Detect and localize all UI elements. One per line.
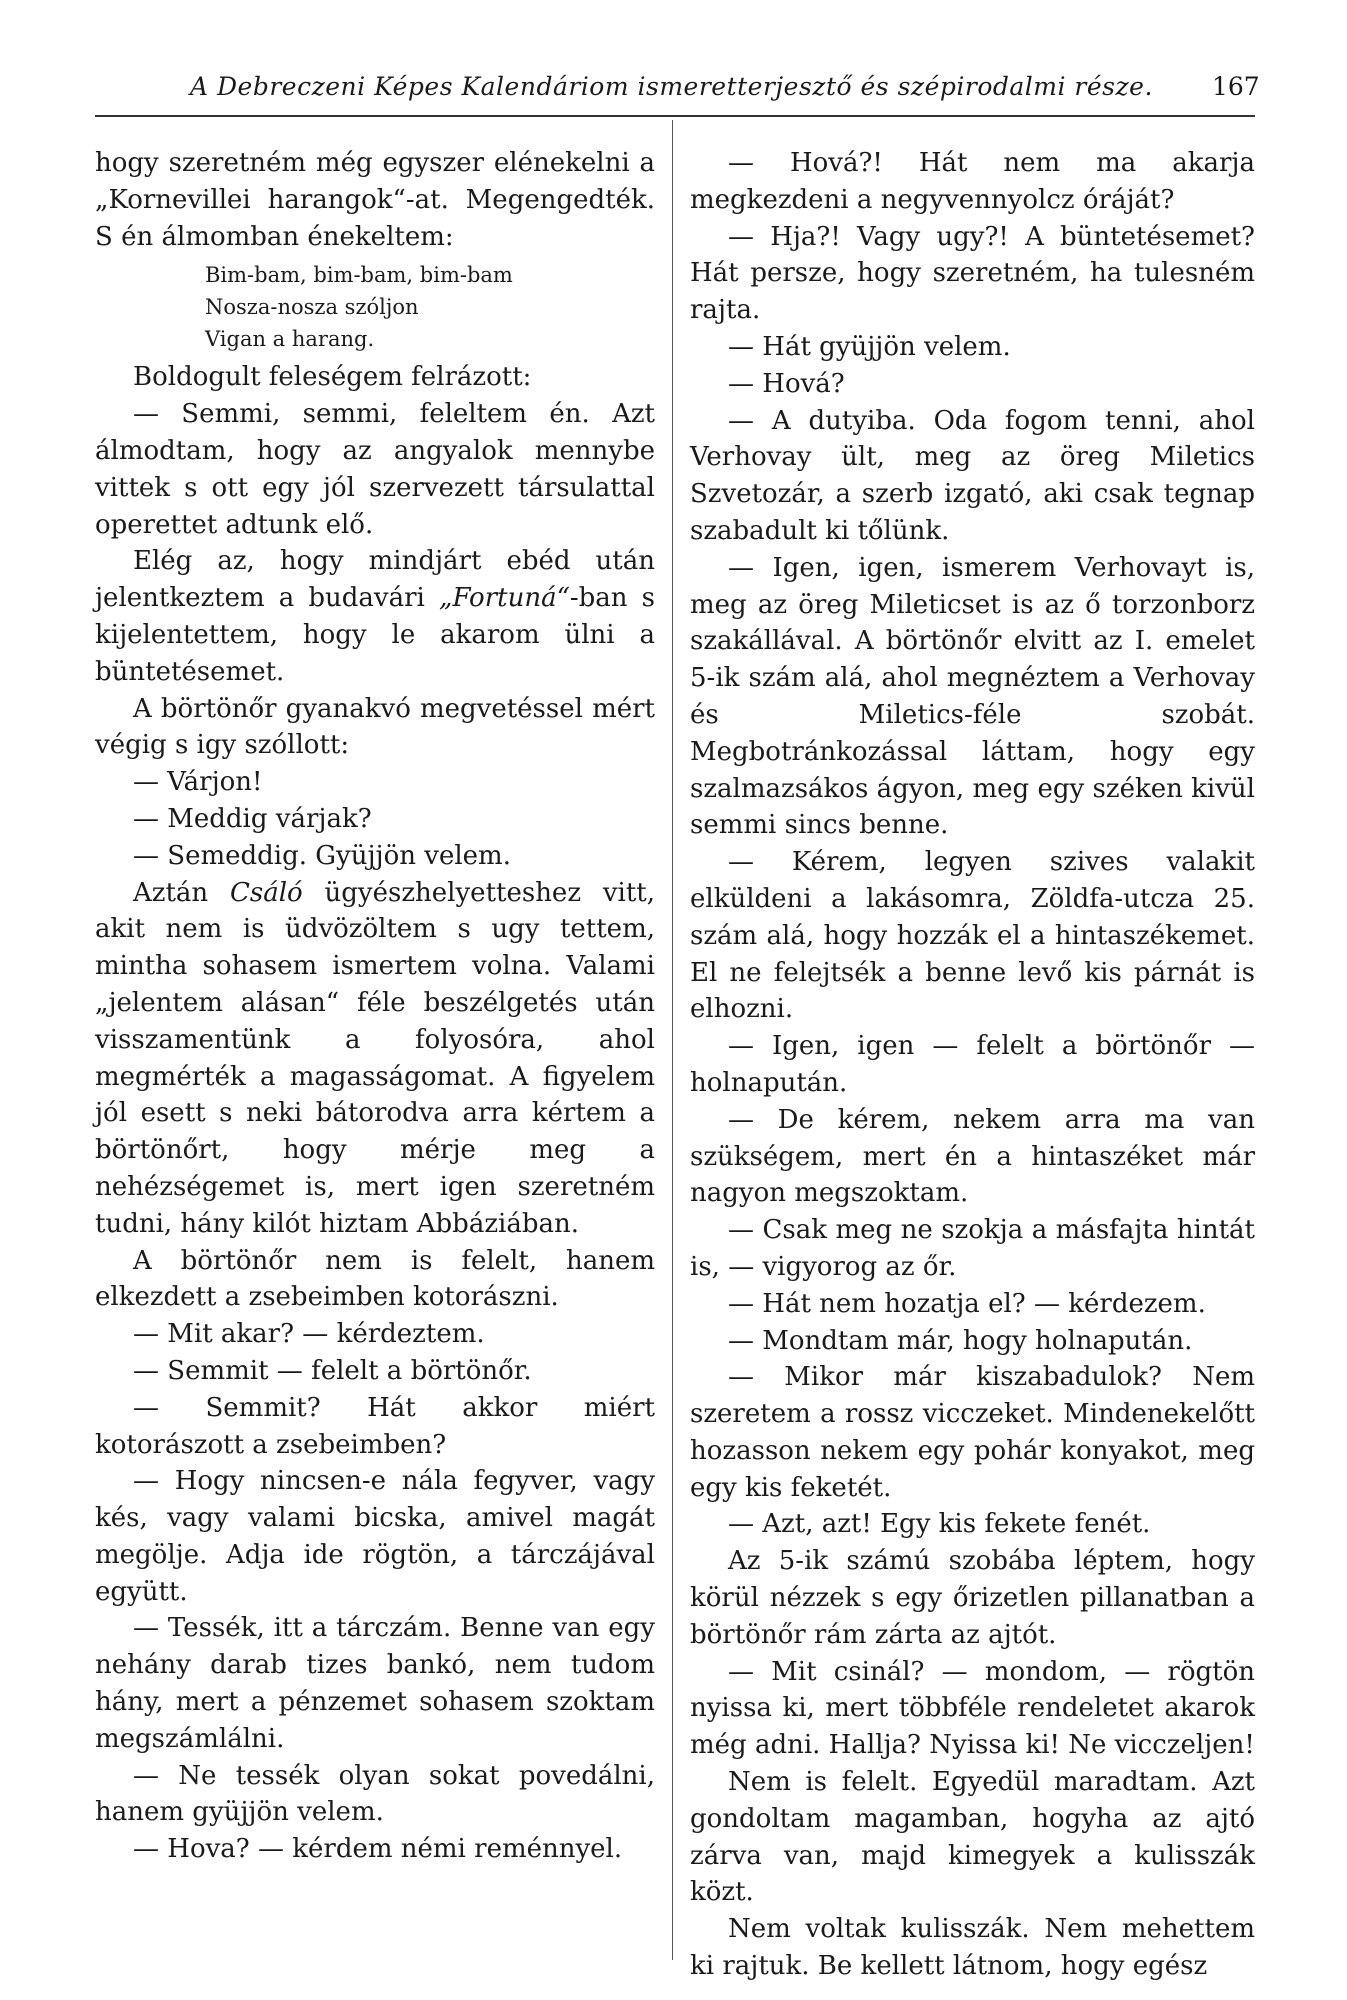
paragraph: — Semmit — felelt a börtönőr.: [133, 1355, 532, 1386]
verse-line: Vigan a harang.: [205, 327, 375, 352]
running-header: [0, 72, 1347, 112]
paragraph: — Meddig várjak?: [133, 803, 372, 834]
paragraph: — Ne tessék olyan sokat povedálni, hanem gyüjjön velem.: [95, 1760, 655, 1828]
right-column: [690, 145, 1255, 1985]
paragraph: Boldogult feleségem felrázott:: [133, 362, 532, 393]
paragraph: — A dutyiba. Oda fogom tenni, ahol Verhovay ült, meg az öreg Miletics Szvetozár, a szerb izgató, aki csak tegnap szabadult ki tőlünk.: [690, 405, 1255, 546]
paragraph: — Hja?! Vagy ugy?! A büntetésemet? Hát persze, hogy szeretném, ha tulesném rajta.: [690, 221, 1255, 326]
verse-line: Bim-bam, bim-bam, bim-bam: [205, 263, 513, 288]
paragraph: Nem voltak kulisszák. Nem mehettem ki rajtuk. Be kellett látnom, hogy egész: [690, 1914, 1255, 1982]
paragraph: — De kérem, nekem arra ma van szükségem, mert én a hintaszéket már nagyon megszoktam.: [690, 1104, 1255, 1209]
paragraph: — Semmit? Hát akkor miért kotorászott a zsebeimben?: [95, 1392, 655, 1460]
paragraph: — Várjon!: [133, 767, 263, 798]
paragraph: — Tessék, itt a tárczám. Benne van egy nehány darab tizes bankó, nem tudom hány, mert a pénzemet sohasem szoktam megszámlálni.: [95, 1613, 655, 1754]
page-number: 167: [1212, 72, 1260, 101]
text-run: Elég az, hogy mindjárt ebéd után jelentkeztem a budavári: [95, 546, 655, 614]
paragraph: — Kérem, legyen szives valakit elküldeni a lakásomra, Zöldfa-utcza 25. szám alá, hogy hozzák el a hintaszékemet. El ne felejtsék a benne levő kis párnát is elhozni.: [690, 847, 1255, 1025]
left-column: [95, 145, 655, 1868]
paragraph: — Semeddig. Gyüjjön velem.: [133, 840, 511, 871]
paragraph: — Mit csinál? — mondom, — rögtön nyissa ki, mert többféle rendeletet akarok még adni. Hallja? Nyissa ki! Ne vicczeljen!: [690, 1656, 1255, 1761]
paragraph: A börtönőr nem is felelt, hanem elkezdett a zsebeimben kotorászni.: [95, 1245, 655, 1313]
running-title: A Debreczeni Képes Kalendáriom ismeretterjesztő és szépirodalmi része.: [190, 72, 1153, 101]
paragraph: — Hogy nincsen-e nála fegyver, vagy kés, vagy valami bicska, amivel magát megölje. Adja ide rögtön, a tárczájával együtt.: [95, 1466, 655, 1607]
paragraph: — Hát gyüjjön velem.: [728, 331, 1011, 362]
paragraph: — Mikor már kiszabadulok? Nem szeretem a rossz vicczeket. Mindenekelőtt hozasson nekem egy pohár konyakot, meg egy kis feketét.: [690, 1362, 1255, 1503]
text-run: -ban s kijelentettem, hogy le akarom ülni a büntetésemet.: [95, 583, 655, 687]
paragraph: — Mit akar? — kérdeztem.: [133, 1319, 485, 1350]
italic-run: „Fortuná“: [438, 583, 570, 614]
paragraph: — Csak meg ne szokja a másfajta hintát is, — vigyorog az őr.: [690, 1215, 1255, 1282]
header-rule: [95, 115, 1255, 117]
paragraph: — Hová?: [728, 368, 845, 399]
paragraph: Az 5-ik számú szobába léptem, hogy körül nézzek s egy őrizetlen pillanatban a börtönőr rám zárta az ajtót.: [690, 1546, 1255, 1650]
column-divider: [672, 120, 673, 1960]
paragraph: — Igen, igen — felelt a börtönőr — holnapután.: [690, 1031, 1255, 1098]
paragraph: [95, 543, 655, 690]
paragraph: — Igen, igen, ismerem Verhovayt is, meg az öreg Mileticset is az ő torzonborz szakállával. A börtönőr elvitt az I. emelet 5-ik szám alá, ahol megnéztem a Verhovay és Miletics-féle szobát. Megbotránkozással láttam, hogy egy szalmazsákos ágyon, meg egy széken kivül semmi sincs benne.: [690, 552, 1255, 841]
paragraph: — Hová?! Hát nem ma akarja megkezdeni a negyvennyolcz óráját?: [690, 148, 1255, 215]
paragraph: [95, 875, 655, 1243]
paragraph: — Azt, azt! Egy kis fekete fenét.: [728, 1509, 1151, 1540]
song-verse: [205, 259, 655, 355]
paragraph: A börtönőr gyanakvó megvetéssel mért végig s igy szóllott:: [95, 693, 655, 761]
text-run: Aztán: [133, 877, 230, 908]
text-run: ügyészhelyetteshez vitt, akit nem is üdvözöltem s ugy tettem, mintha sohasem ismertem volna. Valami „jelentem alásan“ féle beszélgetés után visszamentünk a folyosóra, ahol megmérték a magasságomat. A figyelem jól esett s neki bátorodva arra kértem a börtönőrt, hogy mérje meg a nehézségemet is, mert igen szeretném tudni, hány kilót hiztam Abbáziában.: [95, 877, 656, 1239]
paragraph: — Hova? — kérdem némi reménnyel.: [133, 1834, 623, 1865]
italic-run: Csáló: [230, 877, 303, 908]
paragraph: — Hát nem hozatja el? — kérdezem.: [728, 1288, 1206, 1319]
paragraph: Nem is felelt. Egyedül maradtam. Azt gondoltam magamban, hogyha az ajtó zárva van, majd kimegyek a kulisszák közt.: [690, 1767, 1255, 1908]
paragraph: — Mondtam már, hogy holnapután.: [728, 1325, 1193, 1356]
paragraph: — Semmi, semmi, feleltem én. Azt álmodtam, hogy az angyalok mennybe vittek s ott egy jól szervezett társulattal operettet adtunk elő.: [95, 399, 655, 540]
verse-line: Nosza-nosza szóljon: [205, 295, 419, 320]
paragraph: hogy szeretném még egyszer elénekelni a „Kornevillei harangok“-at. Megengedték. S én álmomban énekeltem:: [95, 148, 655, 252]
